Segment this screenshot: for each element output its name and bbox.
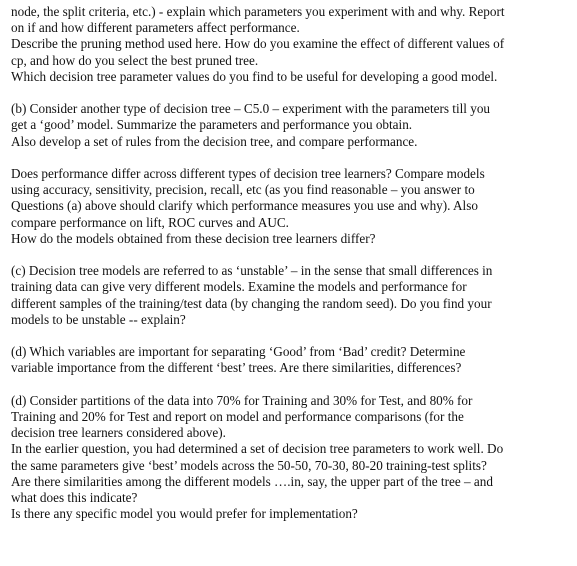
text-line: different samples of the training/test data (by changing the random seed). Do you find your (11, 295, 492, 311)
paragraph-performance-comparison (11, 166, 569, 247)
text-line: using accuracy, sensitivity, precision, recall, etc (as you find reasonable – you answer to (11, 182, 475, 198)
text-line: cp, and how do you select the best pruned tree. (11, 52, 259, 68)
text-line: get a ‘good’ model. Summarize the parameters and performance you obtain. (11, 117, 413, 133)
text-line: (d) Which variables are important for separating ‘Good’ from ‘Bad’ credit? Determine (11, 344, 466, 360)
text-line: Are there similarities among the different models ….in, say, the upper part of the tree – and (11, 473, 493, 489)
text-line: (d) Consider partitions of the data into 70% for Training and 30% for Test, and 80% for (11, 392, 473, 408)
text-line: models to be unstable -- explain? (11, 311, 186, 327)
text-line: How do the models obtained from these decision tree learners differ? (11, 230, 376, 246)
text-line: Does performance differ across different types of decision tree learners? Compare models (11, 166, 485, 181)
paragraph-question-c (11, 263, 569, 328)
text-line: on if and how different parameters affect performance. (11, 20, 300, 36)
text-line: Is there any specific model you would prefer for implementation? (11, 506, 358, 522)
paragraph-question-d-variables (11, 344, 569, 376)
paragraph-question-d-partitions (11, 393, 569, 523)
text-line: Questions (a) above should clarify which performance measures you use and why). Also (11, 198, 478, 214)
text-line: compare performance on lift, ROC curves and AUC. (11, 214, 289, 230)
text-line: decision tree learners considered above). (11, 425, 226, 441)
text-line: Describe the pruning method used here. How do you examine the effect of different values of (11, 36, 505, 52)
text-line: In the earlier question, you had determined a set of decision tree parameters to work well. Do (11, 441, 504, 457)
text-line: (c) Decision tree models are referred to as ‘unstable’ – in the sense that small differences in (11, 263, 493, 279)
paragraph-question-b (11, 101, 569, 150)
text-line: node, the split criteria, etc.) - explain which parameters you experiment with and why. Report (11, 4, 505, 19)
text-line: (b) Consider another type of decision tree – C5.0 – experiment with the parameters till you (11, 101, 491, 117)
text-line: Training and 20% for Test and report on model and performance comparisons (for the (11, 409, 464, 424)
text-line: variable importance from the different ‘best’ trees. Are there similarities, differences? (11, 360, 462, 376)
text-line: Also develop a set of rules from the decision tree, and compare performance. (11, 133, 418, 149)
text-line: training data can give very different models. Examine the models and performance for (11, 279, 467, 295)
text-line: the same parameters give ‘best’ models across the 50-50, 70-30, 80-20 training-test splits? (11, 457, 487, 473)
text-line: Which decision tree parameter values do you find to be useful for developing a good model. (11, 68, 498, 84)
text-line: what does this indicate? (11, 490, 138, 506)
paragraph-parameters-pruning (11, 4, 569, 85)
